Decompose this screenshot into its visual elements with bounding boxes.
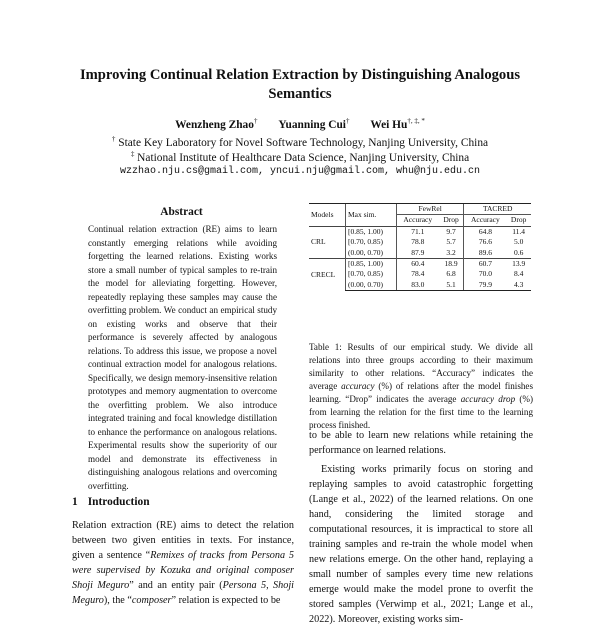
table-row: [309, 259, 531, 270]
table-cell: 5.7: [446, 237, 456, 247]
section-heading-introduction: 1 Introduction: [72, 496, 150, 508]
table-cell: 76.6: [464, 237, 506, 247]
table-cell: [0.85, 1.00): [345, 259, 396, 270]
col-header-models: Models: [309, 204, 345, 227]
table-caption: Table 1: Results of our empirical study. We divide all relations into three groups according to their maximum similarity to other relations. “Accuracy” indicates the average accuracy (%) of relations after the model finishes learning. “Drop” indicates the average accuracy drop (%) from learning the relation for the first time to the learning process finished.: [309, 342, 533, 430]
affiliation-2: ‡ National Institute of Healthcare Data Science, Nanjing University, China: [130, 150, 470, 164]
table-cell: 13.9: [506, 259, 531, 270]
table-cell: 4.3: [506, 280, 531, 291]
author-emails: wzzhao.nju.cs@gmail.com, yncui.nju@gmail.com, whu@nju.edu.cn: [119, 166, 481, 177]
col-header-tacred: TACRED: [464, 204, 531, 215]
table-cell: 64.8: [464, 226, 506, 237]
table-cell: 11.4: [506, 226, 531, 237]
table-cell: 70.0: [464, 269, 506, 279]
table-cell: 3.2: [446, 247, 456, 257]
table-cell: [0.85, 1.00): [345, 226, 396, 237]
col-header-fewrel: FewRel: [396, 204, 464, 215]
table-cell: [0.70, 0.85): [345, 237, 396, 247]
subheader-tacred-accuracy: Accuracy: [464, 215, 506, 226]
model-name: CRECL: [309, 259, 345, 291]
results-table: [309, 203, 531, 291]
paragraph: to be able to learn new relations while retaining the performance on learned relations.: [309, 430, 533, 456]
subheader-fewrel-drop: Drop: [443, 215, 459, 225]
author-list: [60, 114, 540, 132]
introduction-text: Relation extraction (RE) aims to detect the relation between two given entities in texts. For instance, given a sentence “Remixes of tracks from Persona 5 were supervised by Kozuka and original composer Shoji Meguro” and an entity pair (Persona 5, Shoji Meguro), the “composer” relation is expected to be: [72, 520, 294, 606]
table-cell: 5.0: [513, 237, 524, 247]
table-cell: 60.7: [464, 259, 506, 270]
right-column-text: [309, 428, 533, 627]
model-name: CRL: [309, 226, 345, 258]
affiliation-1: † State Key Laboratory for Novel Software Technology, Nanjing University, China: [111, 135, 489, 149]
abstract-heading: Abstract: [160, 206, 203, 218]
table-cell: (0.00, 0.70): [345, 248, 396, 259]
table-cell: (0.00, 0.70): [345, 280, 396, 291]
author-3: Wei Hu†, ‡, *: [370, 117, 425, 131]
table-cell: 0.6: [513, 247, 524, 257]
table-cell: 6.8: [446, 269, 456, 279]
table-cell: 78.8: [396, 237, 438, 247]
col-header-max-sim: Max sim.: [345, 204, 396, 227]
table-cell: 87.9: [396, 248, 438, 259]
table-row: [309, 226, 531, 237]
table-cell: 83.0: [396, 280, 438, 291]
table-cell: 9.7: [439, 226, 464, 237]
table-cell: 60.4: [396, 259, 438, 270]
paragraph: Existing works primarily focus on storing and replaying samples to avoid catastrophic forgetting (Lange et al., 2022) of the learned relations. On one hand, considering the limited storage and computational resources, it is impractical to store all training samples and re-train the whole model when new relations emerge. On the other hand, replaying a small number of samples every time new relations emerge would make the model prone to overfit the stored samples (Verwimp et al., 2021; Lange et al., 2022). Moreover, existing works sim-: [309, 464, 533, 625]
author-2: Yuanning Cui†: [278, 117, 350, 131]
subheader-tacred-drop: Drop: [510, 215, 527, 225]
table-cell: 79.9: [464, 280, 506, 291]
table-cell: 5.1: [439, 280, 464, 291]
subheader-fewrel-accuracy: Accuracy: [396, 215, 438, 226]
table-cell: 89.6: [464, 248, 506, 259]
abstract-text: Continual relation extraction (RE) aims to learn constantly emerging relations while avoiding forgetting the learned relations. Existing works store a small number of typical samples to re-train the model for alleviating forgetting. However, repeatedly replaying these samples may cause the overfitting problem. We conduct an empirical study on existing works and observe that their performance is severely affected by analogous relations. To address this issue, we propose a novel continual extraction model for analogous relations. Specifically, we design memory-insensitive relation prototypes and memory augmentation to overcome the overfitting problem. We also introduce integrated training and focal knowledge distillation to enhance the performance on analogous relations. Experimental results show the superiority of our model and demonstrate its effectiveness in distinguishing analogous relations and overcoming overfitting.: [88, 224, 277, 491]
table-cell: 18.9: [439, 259, 464, 270]
table-cell: [0.70, 0.85): [345, 269, 396, 279]
table-cell: 71.1: [396, 226, 438, 237]
table-cell: 78.4: [396, 269, 438, 279]
table-cell: 8.4: [513, 269, 524, 279]
author-1: Wenzheng Zhao†: [175, 117, 258, 131]
paper-title: Improving Continual Relation Extraction by Distinguishing Analogous Semantics: [79, 67, 521, 102]
